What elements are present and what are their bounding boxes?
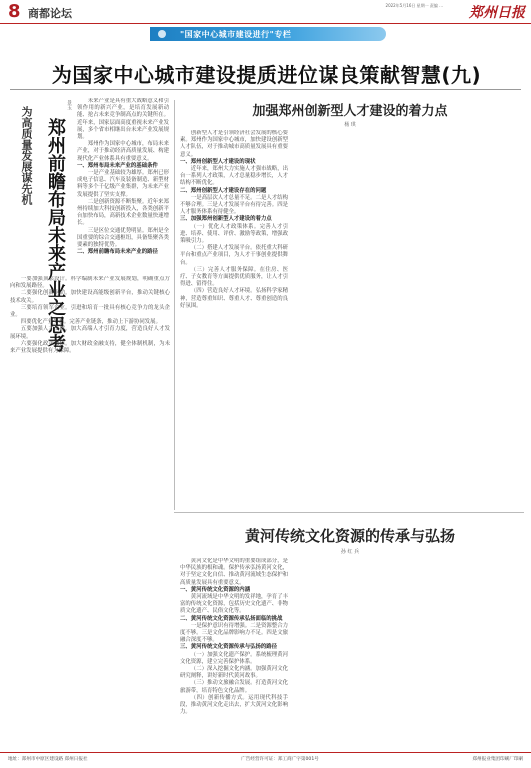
banner-dot-icon [158,30,166,38]
paragraph: 五要加强人才支撑。加大高端人才引育力度，营造良好人才发展环境。 [10,326,170,340]
column-banner [150,27,386,41]
article2-column [180,130,288,508]
page-footer [0,752,531,768]
article1-author: 景玉 [66,100,72,110]
article2-column [296,130,404,508]
masthead [0,0,531,24]
paragraph: 郑州作为国家中心城市，布局未来产业，对于推动经济高质量发展、构建现代化产业体系具有重要意义。 [77,141,169,162]
paragraph: （一）加强文化遗产保护。系统梳理黄河文化资源，建立完善保护体系。 [180,651,288,665]
date-line: 2022年5月16日 星期一 责编 ... [385,3,443,8]
paragraph: （一）优化人才政策体系。完善人才引进、培养、使用、评价、激励等政策，增强政策吸引力。 [180,223,288,245]
paragraph: （二）深入挖掘文化内涵。加强黄河文化研究阐释，讲好新时代黄河故事。 [180,666,288,680]
paragraph: 一、郑州布局未来产业的基础条件 [77,162,158,169]
article1-headline: 郑州前瞻布局未来产业之思考 [45,118,66,352]
article2-column [412,130,520,508]
paragraph: 三是区位交通优势明显。郑州是全国重要的综合交通枢纽，具备集聚各类要素的独特优势。 [77,227,169,249]
paragraph: 三要培育领军企业。引进和培育一批具有核心竞争力的龙头企业。 [10,304,170,319]
section-name: 商都论坛 [28,7,72,20]
paragraph: 黄河流域是中华文明的发祥地，孕育了丰富的传统文化资源，包括历史文化遗产、非物质文化遗产、民俗文化等。 [180,594,288,615]
footer-printer: 郑州报业集团印刷厂印刷 [472,757,523,762]
footer-license: 广告经营许可证：郑工商广字第001号 [241,757,319,762]
article1-column [77,98,169,270]
paragraph: 黄河文化是中华文明的重要组成部分，是中华民族的根和魂。保护传承弘扬黄河文化，对于坚定文化自信、推动黄河流域生态保护和高质量发展具有重要意义。 [180,558,288,586]
paragraph: 创新型人才是引领经济社会发展的核心要素。郑州作为国家中心城市，加快建设创新型人才队伍，对于推动城市高质量发展具有重要意义。 [180,130,288,158]
paragraph: 二是创新资源不断集聚。近年来郑州持续加大科技创新投入，各类创新平台加快布局，高新技术企业数量快速增长。 [77,198,169,227]
article3-author: 孙 红 兵 [340,549,360,555]
banner-text: "国家中心城市建设进行"专栏 [180,30,292,39]
paragraph: 四要优化产业生态。完善产业链条，推动上下游协同发展。 [20,319,161,326]
paragraph: （四）创新传播方式。运用现代科技手段，推动黄河文化走出去，扩大黄河文化影响力。 [180,694,288,716]
paragraph: （二）搭建人才发展平台。依托重大科研平台和重点产业项目，为人才干事创业提供舞台。 [180,245,288,266]
paragraph: 近年来，郑州大力实施人才强市战略，出台一系列人才政策，人才总量稳步增长，人才结构不断优化。 [180,166,288,187]
article3-column [296,558,404,748]
column-divider [174,100,175,510]
paragraph: 二、郑州前瞻布局未来产业的路径 [77,249,158,256]
paragraph: 一要加强顶层设计。科学编制未来产业发展规划，明确重点方向和发展路径。 [10,276,170,290]
paragraph: 一、黄河传统文化资源的内涵 [180,586,251,593]
paragraph: 一、郑州创新型人才建设的现状 [180,158,256,165]
article2-author: 杨 琪 [344,122,356,128]
paragraph: 未来产业是具有重大战略意义和引领作用的新兴产业，是培育发展新动能、抢占未来竞争制高点的关键所在。近年来，国家层面高度重视未来产业发展，多个省市相继出台未来产业发展规划。 [77,98,169,141]
paragraph: 三、黄河传统文化资源传承与弘扬的路径 [180,644,278,651]
article3-column [180,558,288,748]
article1-column [10,276,170,748]
title-rule [10,89,521,90]
paragraph: 一是保护意识有待增强。二是资源整合力度不够。三是文化品牌影响力不足。四是文旅融合深度不够。 [180,622,288,644]
paragraph: 一是高层次人才总量不足。二是人才结构不够合理。三是人才发展平台有待完善。四是人才服务体系有待健全。 [180,194,288,216]
section-divider [174,512,524,513]
article3-column [412,558,520,748]
page-number: 8 [8,1,21,22]
article3-title: 黄河传统文化资源的传承与弘扬 [244,527,455,545]
paragraph: 二要强化创新驱动。加快建设高能级创新平台，推动关键核心技术攻关。 [10,290,170,304]
paragraph: 二、黄河传统文化资源传承弘扬面临的挑战 [180,615,283,622]
paragraph: 一是产业基础较为雄厚。郑州已形成电子信息、汽车及装备制造、新型材料等多个千亿级产业集群，为未来产业发展提供了坚实支撑。 [77,170,169,198]
paragraph: 二、郑州创新型人才建设存在的问题 [180,187,267,194]
article2-title: 加强郑州创新型人才建设的着力点 [252,104,448,119]
paragraph: 三、加强郑州创新型人才建设的着力点 [180,216,272,223]
paragraph: （三）推动文旅融合发展。打造黄河文化旅游带，培育特色文化品牌。 [180,680,288,694]
paragraph: （三）完善人才服务保障。在住房、医疗、子女教育等方面提供优质服务，让人才引得进、留得住。 [180,266,288,288]
paragraph: 六要强化政策保障。加大财政金融支持，健全体制机制，为未来产业发展提供有力保障。 [10,340,170,355]
footer-address: 地址：郑州市中原区建设路 郑州日报社 [8,757,88,762]
newspaper-logo: 郑州日报 [469,5,525,21]
main-title: 为国家中心城市建设提质进位谋良策献智慧(九) [51,63,482,87]
paragraph: （四）营造良好人才环境。弘扬科学家精神，营造尊重知识、尊重人才、尊重创造的良好氛围。 [180,288,288,309]
article1-subhead: 为高质量发展谋先机 [20,106,33,205]
